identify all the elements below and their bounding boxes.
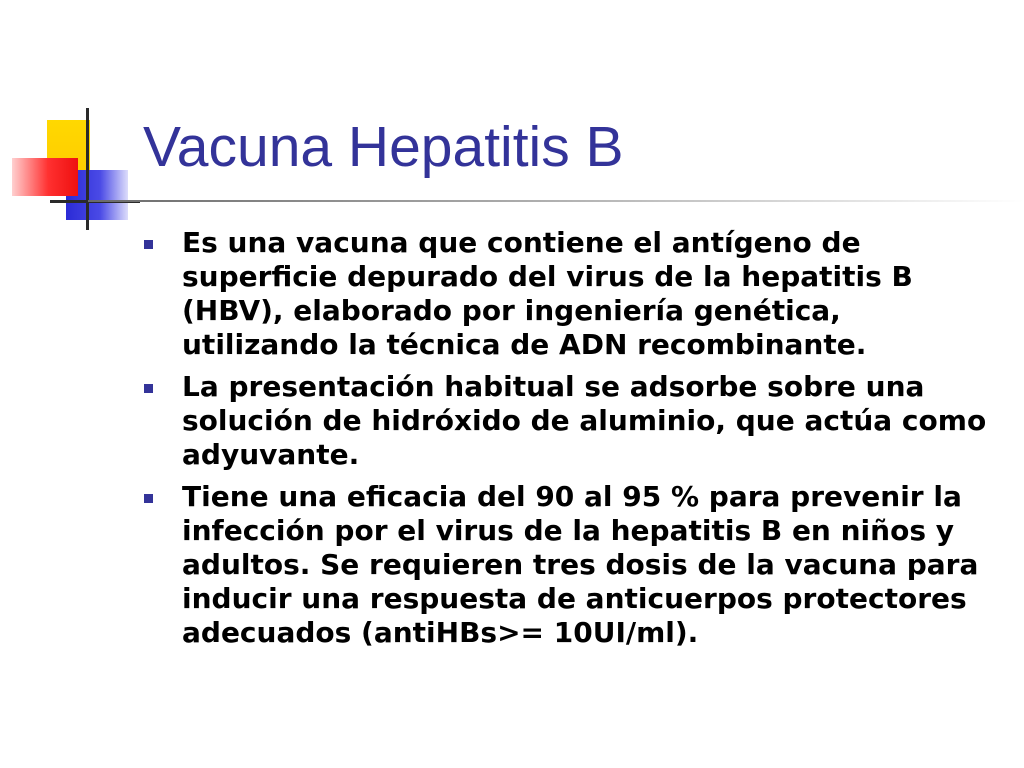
ornament-vertical-line	[86, 108, 89, 230]
bullet-text: Tiene una eficacia del 90 al 95 % para prevenir la infección por el virus de la hepatitis B en niños y adultos. Se requieren tres dosis de la vacuna para inducir una respuesta de anticuerpos protectores adecuados (antiHBs>= 10UI/ml).	[182, 480, 979, 649]
bullet-square-icon	[144, 240, 153, 249]
bullet-item	[144, 226, 1006, 362]
bullet-text: Es una vacuna que contiene el antígeno de superficie depurado del virus de la hepatitis B (HBV), elaborado por ingeniería genética, utilizando la técnica de ADN recombinante.	[182, 226, 913, 361]
bullet-item	[144, 370, 1006, 472]
corner-ornament	[0, 100, 160, 230]
bullet-square-icon	[144, 494, 153, 503]
title-underline-rule	[88, 200, 1024, 202]
slide-title: Vacuna Hepatitis B	[143, 115, 624, 179]
bullet-square-icon	[144, 384, 153, 393]
bullet-list	[144, 226, 1006, 658]
bullet-item	[144, 480, 1006, 650]
ornament-red-square	[12, 158, 78, 196]
bullet-text: La presentación habitual se adsorbe sobre una solución de hidróxido de aluminio, que actúa como adyuvante.	[182, 370, 987, 471]
